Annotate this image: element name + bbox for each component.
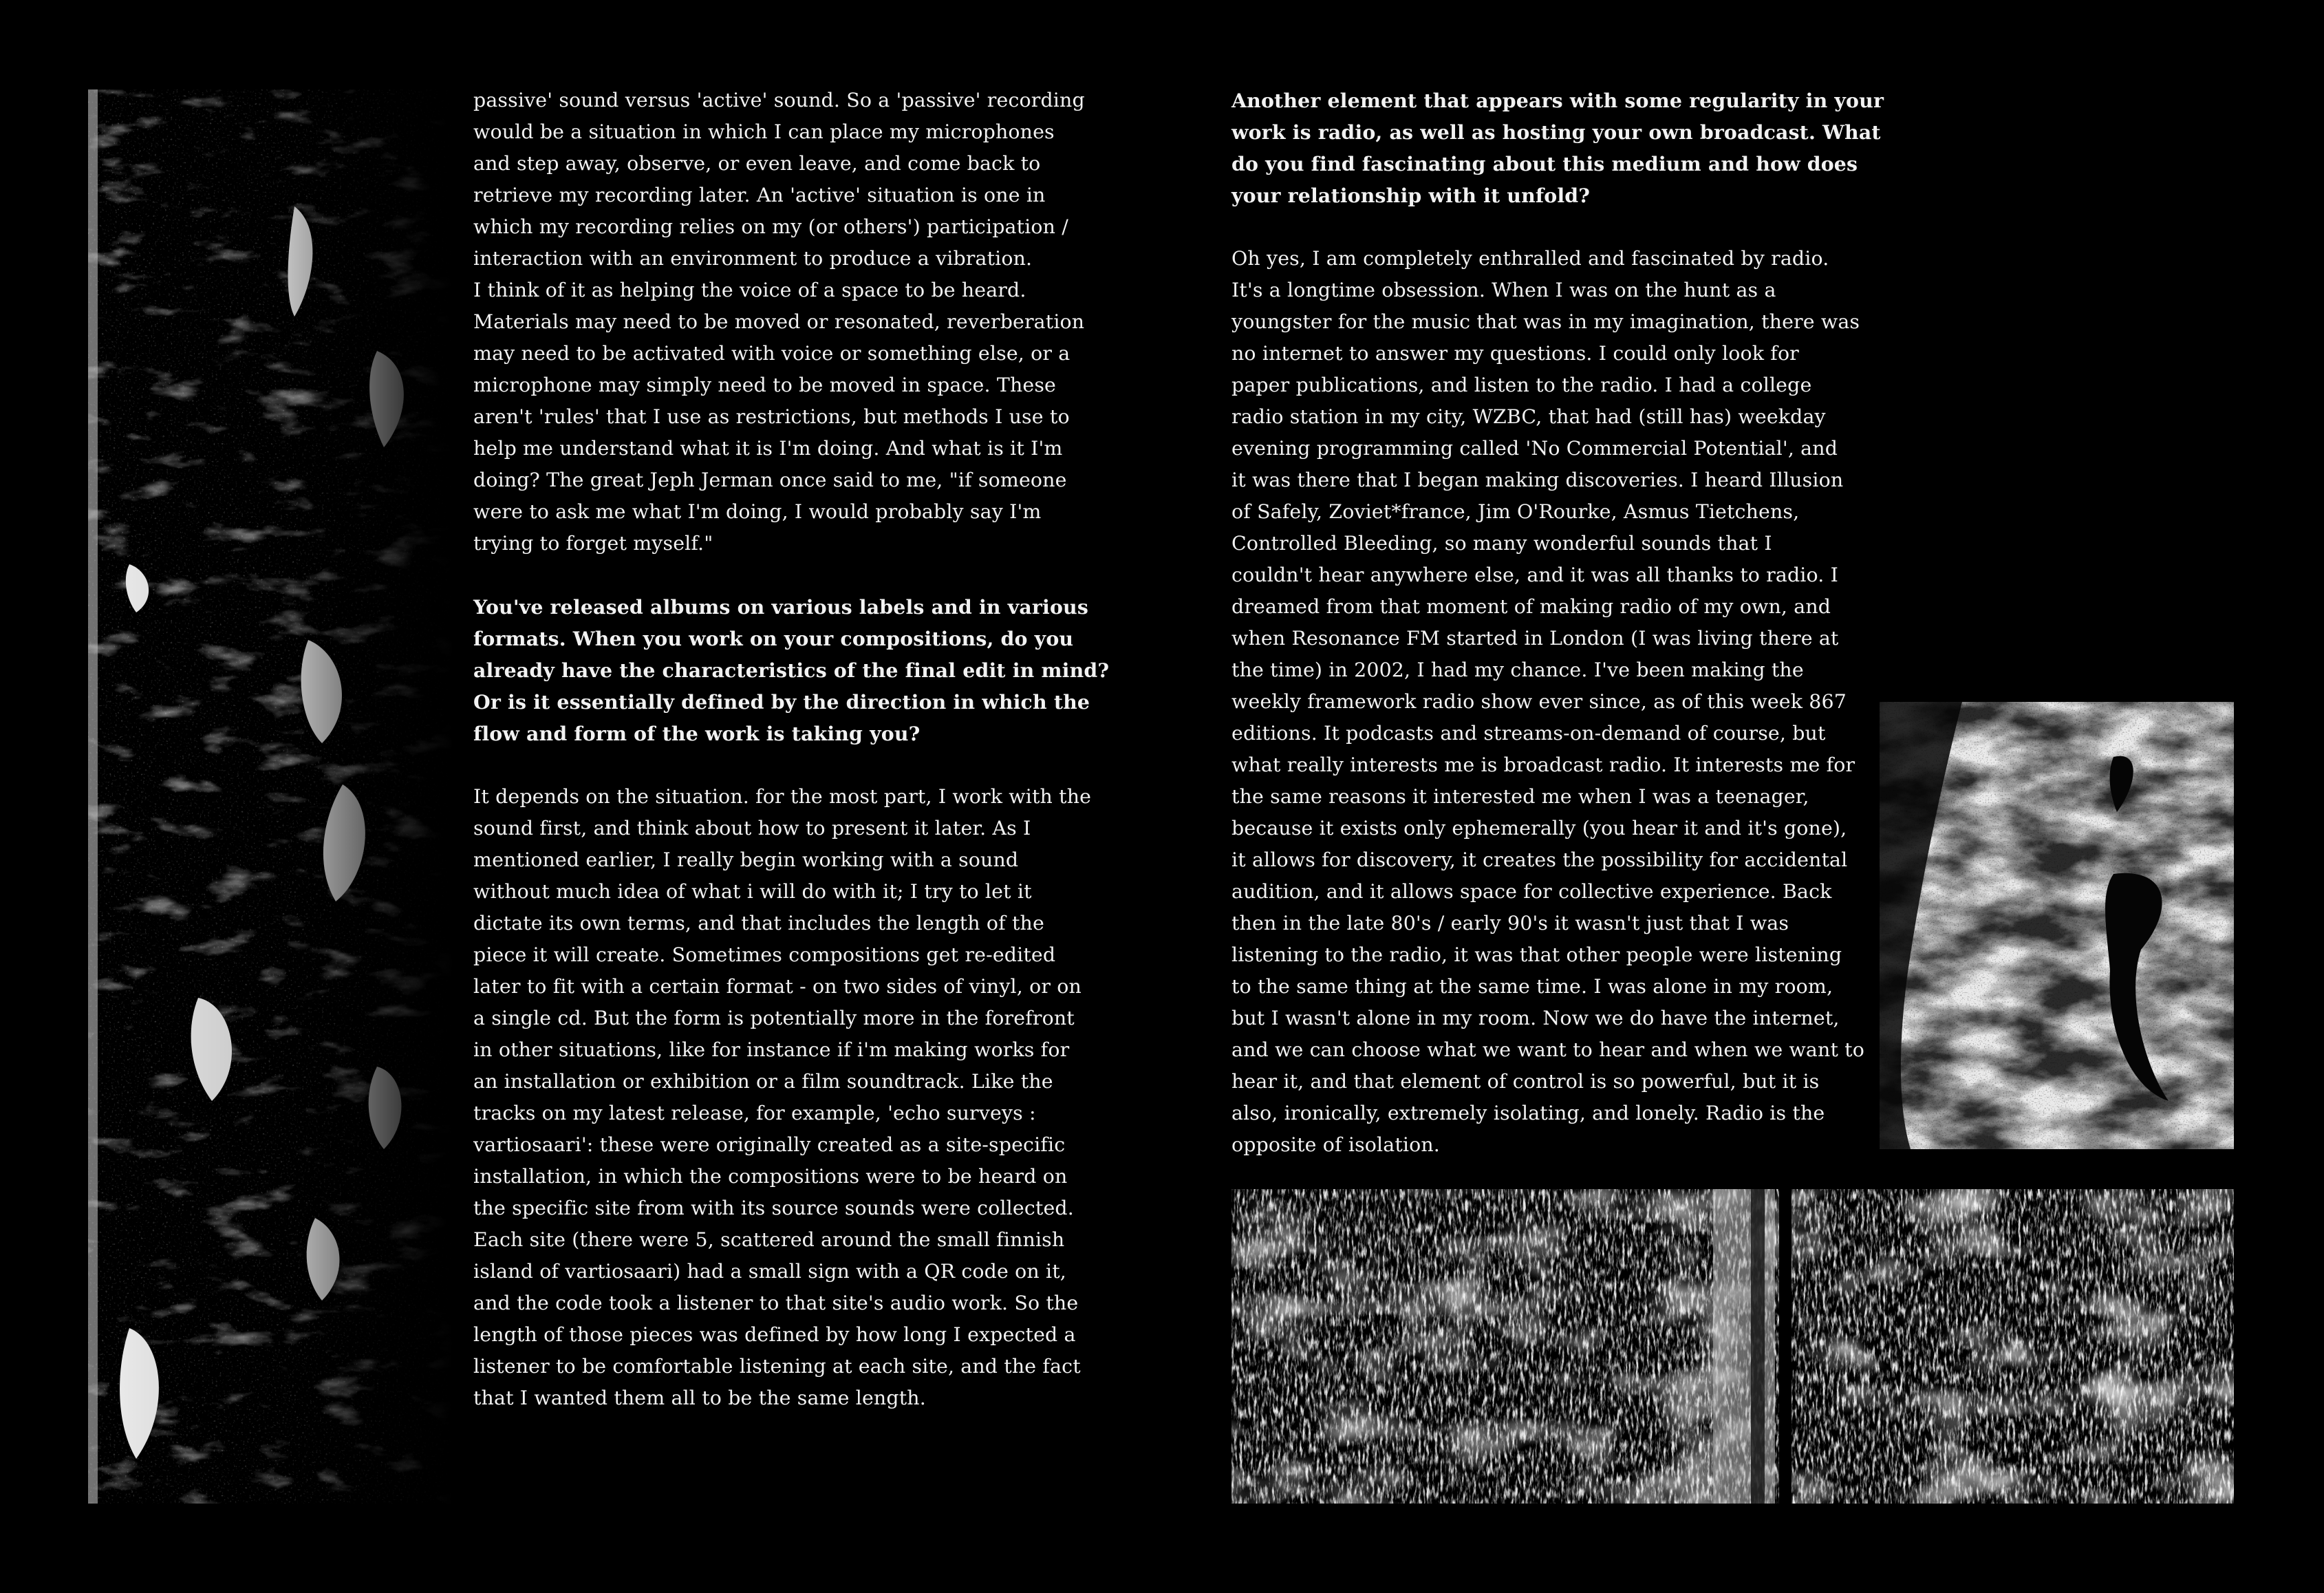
left-paragraph-1: passive' sound versus 'active' sound. So a 'passive' recording would be a situation in which I can place my microphones and step away, observe, or even leave, and come back to retrieve my recording later. An 'active' situation is one in which my recording relies on my (or others') participation / interaction with an environment to produce a vibration. I think of it as helping the voice of a space to be heard. Materials may need to be moved or resonated, reverberation may need to be activated with voice or something else, or a microphone may simply need to be moved in space. These aren't 'rules' that I use as restrictions, but methods I use to help me understand what it is I'm doing. And what is it I'm doing? The great Jeph Jerman once said to me, "if someone were to ask me what I'm doing, I would probably say I'm trying to forget myself." xyxy=(473,89,1085,555)
left-page-text-column xyxy=(473,85,1113,1414)
ink-blot-texture xyxy=(1880,702,2234,1149)
paragraph-spacer xyxy=(1231,211,1892,243)
bottom-right-artwork xyxy=(1231,1189,2234,1504)
paragraph-spacer xyxy=(473,559,1113,591)
film-strip-texture xyxy=(88,89,453,1504)
left-paragraph-answer: It depends on the situation. for the most part, I work with the sound first, and think about how to present it later. As I mentioned earlier, I really begin working with a sound without much idea of what i will do with it; I try to let it dictate its own terms, and that includes the length of the piece it will create. Sometimes compositions get re-edited later to fit with a certain format - on two sides of vinyl, or on a single cd. But the form is potentially more in the forefront in other situations, like for instance if i'm making works for an installation or exhibition or a film soundtrack. Like the tracks on my latest release, for example, 'echo surveys : vartiosaari': these were originally created as a site-specific installation, in which the compositions were to be heard on the specific site from with its source sounds were collected. Each site (there were 5, scattered around the small finnish island of vartiosaari) had a small sign with a QR code on it, and the code took a listener to that site's audio work. So the length of those pieces was defined by how long I expected a listener to be comfortable listening at each site, and the fact that I wanted them all to be the same length. xyxy=(473,785,1092,1409)
paragraph-spacer xyxy=(473,749,1113,781)
right-inset-artwork xyxy=(1880,702,2234,1149)
scratched-texture xyxy=(1231,1189,2234,1504)
interview-question-formats: You've released albums on various labels and in various formats. When you work on your compositions, do you already have the characteristics of the final edit in mind? Or is it essentially defined by the direction in which the flow and form of the work is taking you? xyxy=(473,595,1110,745)
left-film-strip-artwork xyxy=(88,89,453,1504)
interview-question-radio: Another element that appears with some regularity in your work is radio, as well as hosting your own broadcast. What do you find fascinating about this medium and how does your relationship with it unfold? xyxy=(1231,89,1884,207)
right-paragraph-answer: Oh yes, I am completely enthralled and fascinated by radio. It's a longtime obsession. When I was on the hunt as a youngster for the music that was in my imagination, there was no internet to answer my questions. I could only look for paper publications, and listen to the radio. I had a college radio station in my city, WZBC, that had (still has) weekday evening programming called 'No Commercial Potential', and it was there that I began making discoveries. I heard Illusion of Safely, Zoviet*france, Jim O'Rourke, Asmus Tietchens, Controlled Bleeding, so many wonderful sounds that I couldn't hear anywhere else, and it was all thanks to radio. I dreamed from that moment of making radio of my own, and when Resonance FM started in London (I was living there at the time) in 2002, I had my chance. I've been making the weekly framework radio show ever since, as of this week 867 editions. It podcasts and streams-on-demand of course, but what really interests me is broadcast radio. It interests me for the same reasons it interested me when I was a teenager, because it exists only ephemerally (you hear it and it's gone), it allows for discovery, it creates the possibility for accidental audition, and it allows space for collective experience. Back then in the late 80's / early 90's it wasn't just that I was listening to the radio, it was that other people were listening to the same thing at the same time. I was alone in my room, but I wasn't alone in my room. Now we do have the internet, and we can choose what we want to hear and when we want to hear it, and that element of control is so powerful, but it is also, ironically, extremely isolating, and lonely. Radio is the opposite of isolation. xyxy=(1231,247,1864,1156)
right-page-text-column xyxy=(1231,85,1892,1161)
